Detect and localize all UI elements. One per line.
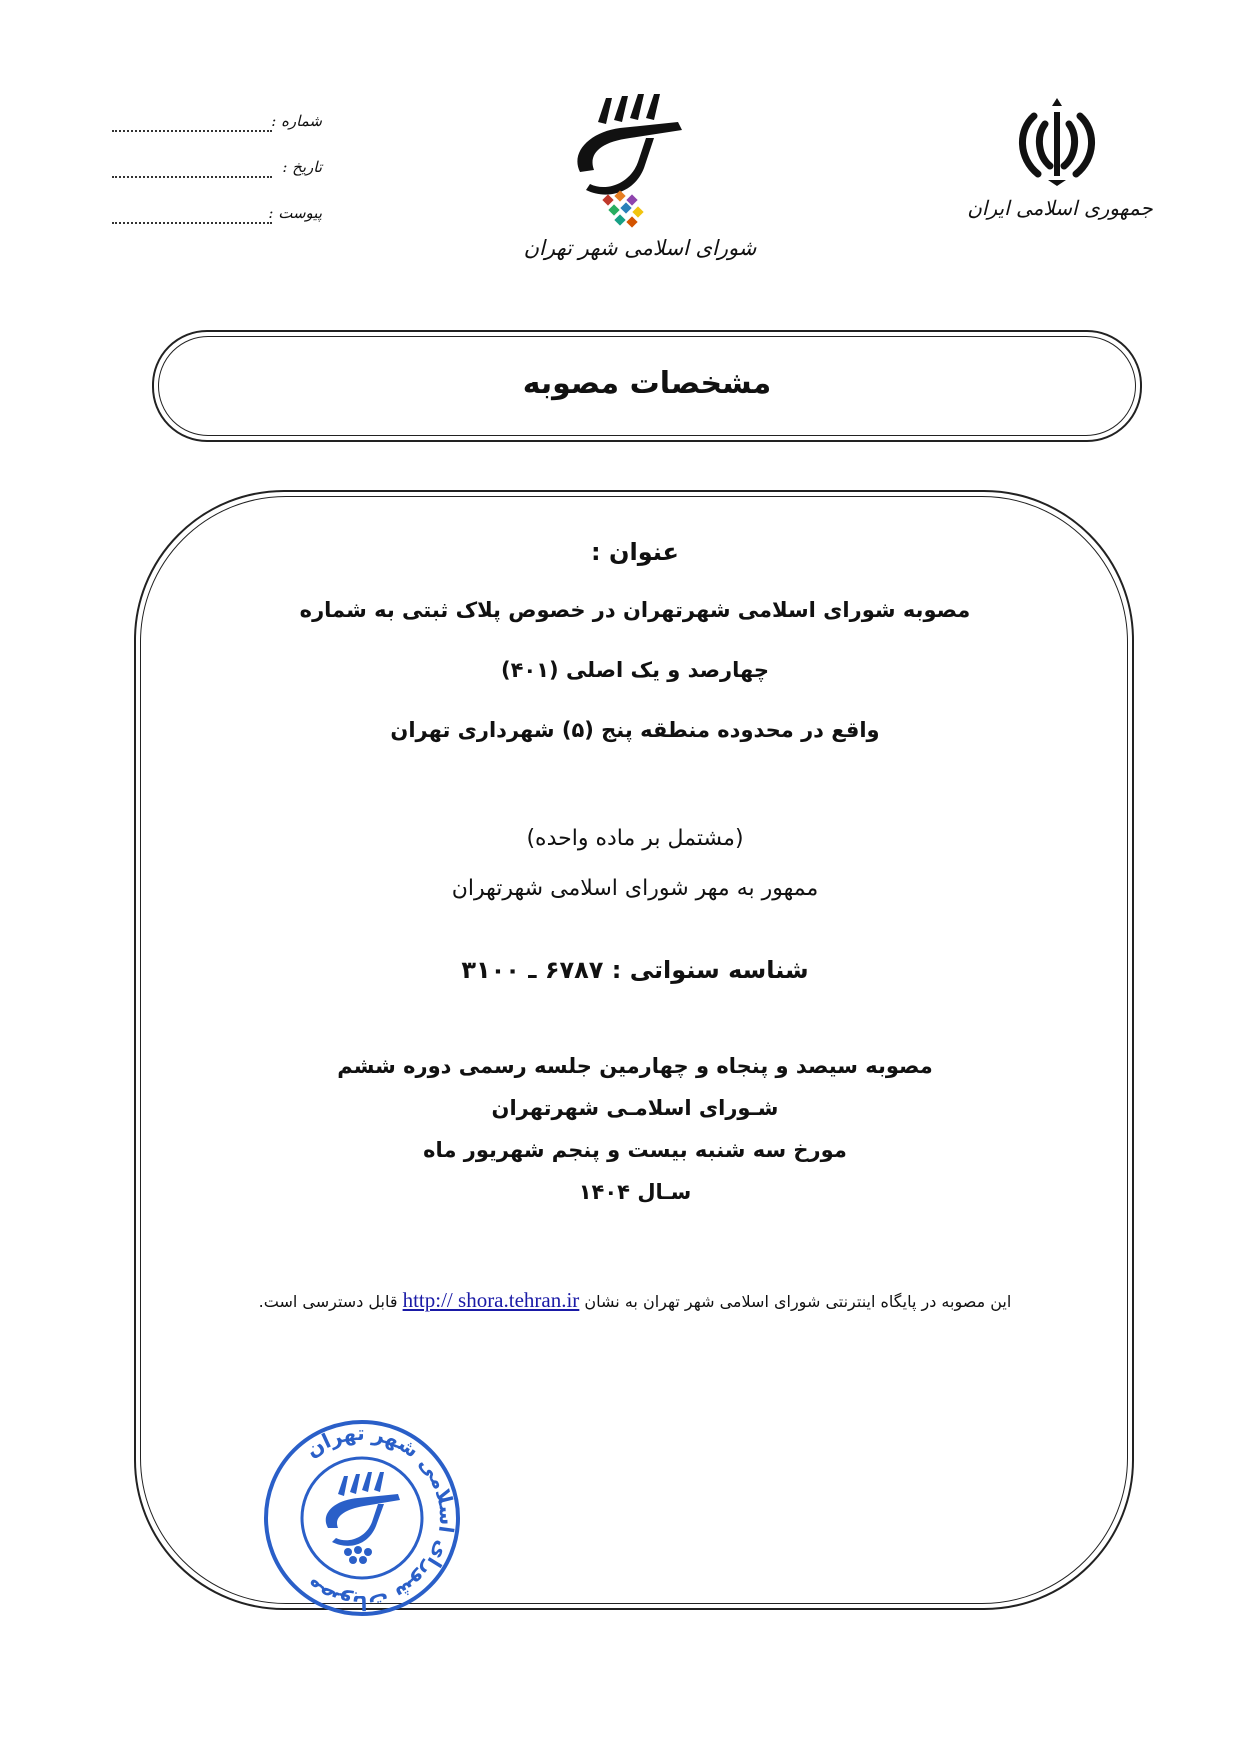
attachment-field bbox=[112, 204, 322, 234]
footer-text-after: قابل دسترسی است. bbox=[258, 1292, 398, 1311]
subject-heading: عنوان : bbox=[591, 538, 679, 566]
subject-line-2: چهارصد و یک اصلی (۴۰۱) bbox=[500, 658, 770, 682]
council-seal bbox=[262, 1418, 462, 1618]
number-field bbox=[112, 112, 322, 142]
note-line-2: ممهور به مهر شورای اسلامی شهرتهران bbox=[451, 876, 819, 901]
number-dotted-line bbox=[112, 130, 272, 132]
website-link[interactable]: http:// shora.tehran.ir bbox=[402, 1288, 580, 1312]
attachment-dotted-line bbox=[112, 222, 272, 224]
session-line-2: شـورای اسلامـی شهرتهران bbox=[491, 1096, 779, 1120]
session-line-3: مورخ سه شنبه بیست و پنجم شهریور ماه bbox=[423, 1138, 847, 1162]
number-label: شماره : bbox=[271, 112, 322, 130]
svg-text:مصوبات شورای اسلامی شهر تهران bbox=[301, 1421, 460, 1615]
footer-text-before: این مصوبه در پایگاه اینترنتی شورای اسلامی شهر تهران به نشان bbox=[584, 1292, 1012, 1311]
iran-emblem-icon bbox=[1012, 96, 1102, 188]
subject-line-1: مصوبه شورای اسلامی شهرتهران در خصوص پلاک ثبتی به شماره bbox=[299, 598, 971, 622]
date-field bbox=[112, 158, 322, 188]
emblem-caption: جمهوری اسلامی ایران bbox=[967, 196, 1153, 220]
page-title: مشخصات مصوبه bbox=[522, 366, 772, 401]
council-logo-caption: شورای اسلامی شهر تهران bbox=[523, 236, 757, 260]
session-line-1: مصوبه سیصد و پنجاه و چهارمین جلسه رسمی دوره ششم bbox=[337, 1054, 933, 1078]
date-label: تاریخ : bbox=[282, 158, 322, 176]
session-line-4: سـال ۱۴۰۴ bbox=[578, 1180, 692, 1204]
date-dotted-line bbox=[112, 176, 272, 178]
attachment-label: پیوست : bbox=[268, 204, 322, 222]
seal-ring-text: مصوبات شورای اسلامی شهر تهران bbox=[300, 1420, 460, 1616]
footer-note bbox=[160, 1288, 1110, 1313]
subject-line-3: واقع در محدوده منطقه پنج (۵) شهرداری تهران bbox=[390, 718, 880, 742]
annual-id: شناسه سنواتی : ۶۷۸۷ ـ ۳۱۰۰ bbox=[461, 956, 809, 984]
seal-council-logo-icon bbox=[326, 1472, 400, 1564]
title-box bbox=[152, 330, 1142, 442]
note-line-1: (مشتمل بر ماده واحده) bbox=[526, 826, 744, 851]
